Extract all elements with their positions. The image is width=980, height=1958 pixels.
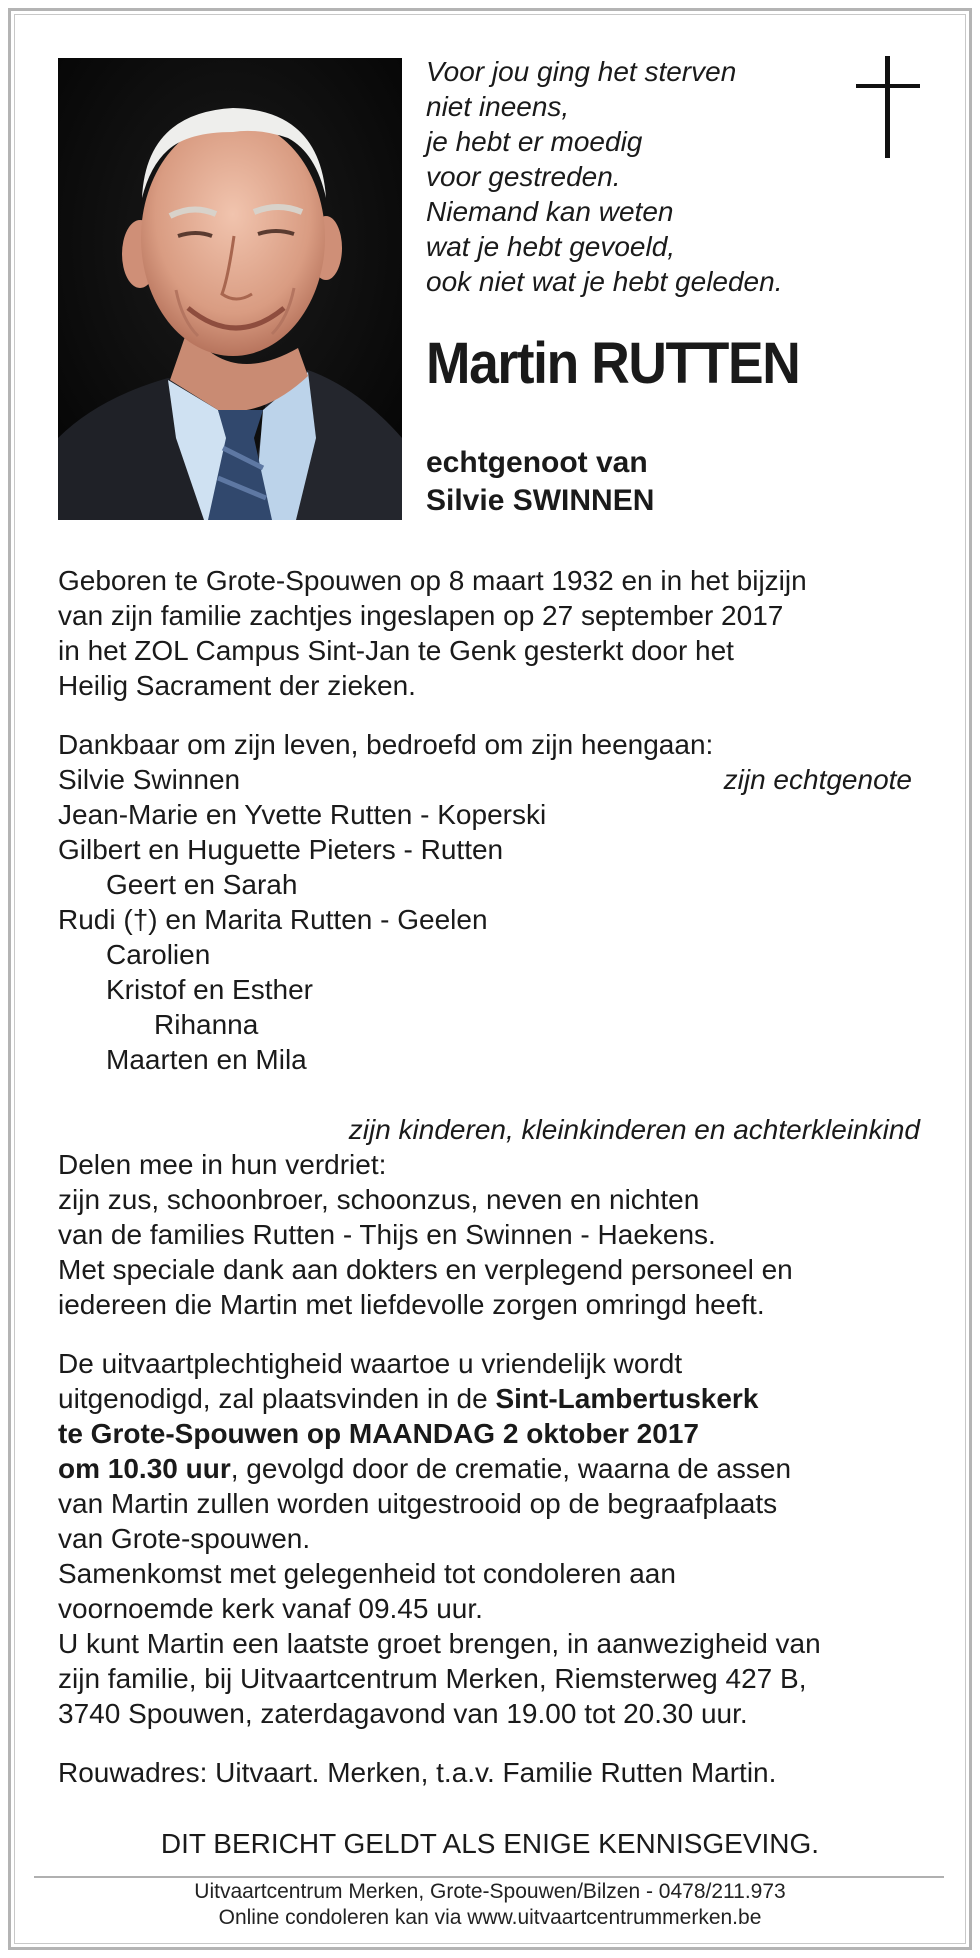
share-line: Delen mee in hun verdriet:: [58, 1149, 387, 1180]
poem-line: ook niet wat je hebt geleden.: [426, 266, 783, 297]
text-line: van zijn familie zachtjes ingeslapen op 27 september 2017: [58, 600, 784, 631]
family-member: Kristof en Esther: [106, 974, 313, 1005]
share-line: iedereen die Martin met liefdevolle zorgen omringd heeft.: [58, 1289, 765, 1320]
church-name: Sint-Lambertuskerk: [495, 1383, 759, 1414]
mourning-address: [58, 1755, 928, 1790]
poem: [426, 54, 846, 299]
share-line: Met speciale dank aan dokters en verplegend personeel en: [58, 1254, 793, 1285]
address-line: Rouwadres: Uitvaart. Merken, t.a.v. Familie Rutten Martin.: [58, 1757, 777, 1788]
family-intro: Dankbaar om zijn leven, bedroefd om zijn heengaan:: [58, 729, 714, 760]
sole-notice: [0, 1826, 980, 1861]
text-line: [58, 1451, 928, 1486]
family-member: Rihanna: [154, 1009, 259, 1040]
footer-divider: [34, 1876, 944, 1878]
family-member: Carolien: [106, 939, 211, 970]
text-line: [58, 1381, 928, 1416]
share-line: van de families Rutten - Thijs en Swinnen - Haekens.: [58, 1219, 716, 1250]
poem-line: je hebt er moedig: [426, 126, 643, 157]
text-line: van Martin zullen worden uitgestrooid op de begraafplaats: [58, 1488, 778, 1519]
poem-line: voor gestreden.: [426, 161, 621, 192]
spouse-row-role: zijn echtgenote: [723, 764, 912, 795]
text-line: zijn familie, bij Uitvaartcentrum Merken, Riemsterweg 427 B,: [58, 1663, 807, 1694]
family-role: zijn kinderen, kleinkinderen en achterkleinkind: [348, 1114, 920, 1145]
portrait-photo: [58, 58, 402, 520]
spouse-row-name: Silvie Swinnen: [58, 764, 241, 795]
poem-line: Niemand kan weten: [426, 196, 674, 227]
family-member: Maarten en Mila: [106, 1044, 307, 1075]
family-member: Geert en Sarah: [106, 869, 298, 900]
footer: [0, 1879, 980, 1931]
funeral-date: te Grote-Spouwen op MAANDAG 2 oktober 2017: [58, 1418, 699, 1449]
poem-line: Voor jou ging het sterven: [426, 56, 737, 87]
family-list: [58, 727, 928, 1322]
text-segment: uitgenodigd, zal plaatsvinden in de: [58, 1383, 496, 1414]
text-line: De uitvaartplechtigheid waartoe u vriendelijk wordt: [58, 1348, 683, 1379]
deceased-name: Martin RUTTEN: [426, 331, 800, 396]
poem-line: wat je hebt gevoeld,: [426, 231, 676, 262]
funeral-time: om 10.30 uur: [58, 1453, 231, 1484]
footer-line-2: Online condoleren kan via www.uitvaartcentrummerken.be: [218, 1906, 762, 1929]
notice-line: DIT BERICHT GELDT ALS ENIGE KENNISGEVING.: [160, 1828, 820, 1859]
funeral-paragraph: [58, 1346, 928, 1731]
text-line: in het ZOL Campus Sint-Jan te Genk gesterkt door het: [58, 635, 734, 666]
relation-label: echtgenoot van: [426, 446, 648, 479]
spouse-name: Silvie SWINNEN: [426, 484, 655, 517]
spacer: [58, 1077, 928, 1112]
birth-paragraph: [58, 563, 928, 703]
text-line: voornoemde kerk vanaf 09.45 uur.: [58, 1593, 483, 1624]
family-member: Jean-Marie en Yvette Rutten - Koperski: [58, 799, 547, 830]
text-line: U kunt Martin een laatste groet brengen, in aanwezigheid van: [58, 1628, 821, 1659]
spouse-block: [426, 444, 654, 520]
text-line: Samenkomst met gelegenheid tot condoleren aan: [58, 1558, 676, 1589]
share-line: zijn zus, schoonbroer, schoonzus, neven en nichten: [58, 1184, 700, 1215]
text-line: van Grote-spouwen.: [58, 1523, 311, 1554]
spouse-row: [58, 762, 928, 797]
text-segment: , gevolgd door de crematie, waarna de assen: [230, 1453, 792, 1484]
family-member: Gilbert en Huguette Pieters - Rutten: [58, 834, 504, 865]
poem-line: niet ineens,: [426, 91, 570, 122]
text-line: Geboren te Grote-Spouwen op 8 maart 1932 en in het bijzijn: [58, 565, 807, 596]
cross-icon: [856, 56, 920, 160]
footer-line-1: Uitvaartcentrum Merken, Grote-Spouwen/Bilzen - 0478/211.973: [194, 1880, 786, 1903]
family-member: Rudi (†) en Marita Rutten - Geelen: [58, 904, 488, 935]
text-line: 3740 Spouwen, zaterdagavond van 19.00 tot 20.30 uur.: [58, 1698, 748, 1729]
text-line: Heilig Sacrament der zieken.: [58, 670, 416, 701]
